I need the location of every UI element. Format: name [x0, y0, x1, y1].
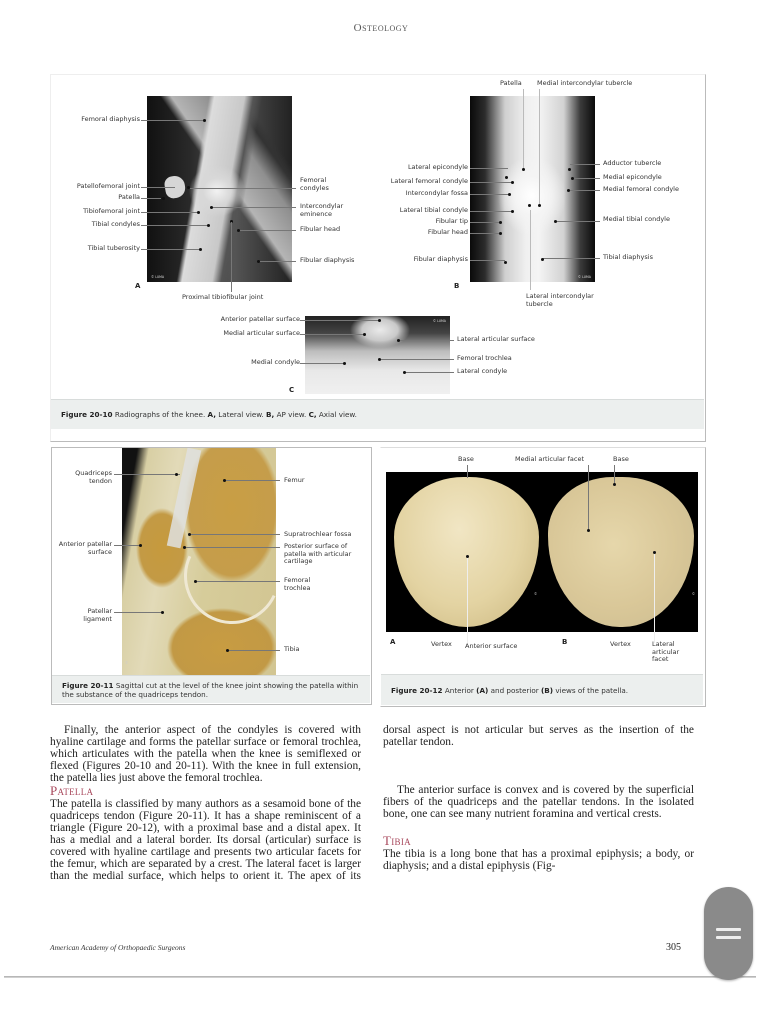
leader-line: [114, 545, 142, 546]
caption-text: Radiographs of the knee.: [114, 410, 206, 419]
leader-line: [141, 212, 197, 213]
figure-number: Figure 20-11: [62, 680, 114, 690]
marker-dot: [175, 473, 178, 476]
copyright-mark: © LUMA: [432, 319, 446, 323]
copyright-mark: © LUMA: [577, 275, 591, 279]
leader-line: [231, 222, 232, 292]
panel-letter-a: A: [390, 638, 396, 646]
paragraph-patella-2: The anterior surface is convex and is covered by the superficial fibers of the quadriceps and the patellar tendons. In the isolated bone, one can see many nutrient foramina and vertical crests.: [383, 784, 694, 820]
caption-text-a: Lateral view.: [218, 410, 264, 419]
label-lateral-intercondylar-tubercle: Lateral intercondylar tubercle: [526, 292, 594, 308]
label-patella-top: Patella: [500, 79, 522, 87]
leader-line: [470, 182, 513, 183]
leader-line: [543, 258, 600, 259]
label-tibial-tuberosity: Tibial tuberosity: [87, 244, 140, 252]
photo-patella-views: [386, 472, 698, 632]
label-medial-femoral-condyle: Medial femoral condyle: [603, 185, 679, 193]
label-femoral-trochlea-2011: Femoral trochlea: [284, 576, 311, 592]
leader-line: [467, 558, 468, 643]
leader-line: [470, 168, 508, 169]
leader-line: [398, 340, 454, 341]
caption-text: Anterior: [444, 685, 474, 695]
label-femoral-diaphysis: Femoral diaphysis: [81, 115, 140, 123]
marker-dot: [203, 119, 206, 122]
leader-line: [300, 320, 380, 321]
leader-line: [258, 261, 296, 262]
leader-line: [570, 190, 600, 191]
leader-line: [470, 233, 500, 234]
marker-dot: [403, 371, 406, 374]
panel-letter-a: A: [135, 282, 141, 290]
leader-line: [405, 372, 454, 373]
handle-line: [716, 936, 741, 939]
cartilage-arc-shape: [170, 514, 276, 637]
label-quadriceps-tendon: Quadriceps tendon: [75, 469, 112, 485]
leader-line: [141, 187, 175, 188]
label-vertex-a: Vertex: [431, 640, 452, 648]
marker-dot: [508, 193, 511, 196]
heading-tibia: Tibia: [383, 833, 411, 848]
label-medial-epicondyle: Medial epicondyle: [603, 173, 662, 181]
label-intercondylar-eminence: Intercondylar eminence: [300, 202, 344, 218]
leader-line: [470, 222, 500, 223]
marker-dot: [363, 333, 366, 336]
marker-dot: [571, 177, 574, 180]
label-lateral-femoral-condyle: Lateral femoral condyle: [390, 177, 468, 185]
label-medial-condyle: Medial condyle: [251, 358, 300, 366]
marker-dot: [499, 232, 502, 235]
leader-line: [539, 89, 540, 205]
leader-line: [210, 207, 296, 208]
patella-posterior-shape: [548, 477, 694, 627]
leader-line: [300, 363, 344, 364]
marker-dot: [378, 319, 381, 322]
paragraph-continuation: dorsal aspect is not articular but serves as the insertion of the patellar tendon.: [383, 724, 694, 748]
leader-line: [573, 178, 600, 179]
marker-dot: [511, 210, 514, 213]
label-patellar-ligament: Patellar ligament: [83, 607, 112, 623]
label-tibial-condyles: Tibial condyles: [91, 220, 140, 228]
leader-line: [197, 581, 280, 582]
leader-line: [530, 210, 531, 290]
leader-line: [141, 120, 205, 121]
caption-text-b: AP view.: [276, 410, 307, 419]
label-fibular-diaphysis: Fibular diaphysis: [300, 256, 355, 264]
copyright-mark: ©: [691, 592, 695, 596]
label-medial-articular-facet: Medial articular facet: [515, 455, 585, 463]
figure-20-10-caption: [51, 399, 704, 429]
caption-key-a: A,: [207, 410, 216, 419]
leader-line: [614, 465, 615, 485]
label-tibia: Tibia: [284, 645, 300, 653]
marker-dot: [613, 483, 616, 486]
label-supratrochlear-fossa: Supratrochlear fossa: [284, 530, 352, 538]
marker-dot: [505, 176, 508, 179]
body-column-right: [383, 724, 694, 872]
copyright-mark: ©: [534, 592, 538, 596]
marker-dot: [161, 611, 164, 614]
paragraph-tibia: The tibia is a long bone that has a proximal epiphysis; a body, or diaphysis; and a distal epiphysis (Fig-: [383, 848, 694, 872]
marker-dot: [397, 339, 400, 342]
marker-dot: [538, 204, 541, 207]
label-intercondylar-fossa: Intercondylar fossa: [405, 189, 468, 197]
marker-dot: [499, 221, 502, 224]
leader-line: [229, 650, 280, 651]
leader-line: [190, 188, 296, 189]
panel-letter-b: B: [562, 638, 568, 646]
label-anterior-patellar-surface: Anterior patellar surface: [220, 315, 300, 323]
caption-text: Sagittal cut at the level of the knee joint showing the patella within the substance of the quadriceps tendon.: [62, 680, 359, 699]
figure-20-11-caption: [52, 675, 370, 703]
leader-line: [570, 164, 600, 165]
heading-patella: Patella: [50, 783, 94, 798]
marker-dot: [522, 168, 525, 171]
page-number: 305: [666, 942, 681, 953]
paragraph-patella-1-continued: [383, 724, 694, 784]
leader-line: [380, 359, 454, 360]
caption-key-c: C,: [308, 410, 317, 419]
caption-key-b: B,: [266, 410, 275, 419]
label-adductor-tubercle: Adductor tubercle: [603, 159, 662, 167]
label-posterior-surface-of-patella: Posterior surface of patella with articular cartilage: [284, 542, 352, 565]
marker-dot: [511, 181, 514, 184]
label-tibiofemoral-joint: Tibiofemoral joint: [83, 207, 140, 215]
figure-20-12-caption: [381, 674, 703, 705]
label-vertex-b: Vertex: [610, 640, 631, 648]
marker-dot: [528, 204, 531, 207]
caption-key-a: (A): [476, 685, 489, 695]
label-fibular-head-b: Fibular head: [427, 228, 468, 236]
leader-line: [556, 221, 600, 222]
label-femoral-trochlea: Femoral trochlea: [457, 354, 512, 362]
label-lateral-epicondyle: Lateral epicondyle: [407, 163, 468, 171]
leader-line: [523, 89, 524, 169]
label-anterior-surface: Anterior surface: [465, 642, 518, 650]
running-head: Osteology: [353, 22, 409, 34]
marker-dot: [139, 544, 142, 547]
leader-line: [114, 474, 180, 475]
marker-dot: [504, 261, 507, 264]
leader-line: [654, 554, 655, 643]
marker-dot: [197, 211, 200, 214]
label-lateral-condyle: Lateral condyle: [457, 367, 508, 375]
leader-line: [470, 260, 505, 261]
label-tibial-diaphysis: Tibial diaphysis: [603, 253, 653, 261]
leader-line: [588, 465, 589, 531]
leader-line: [300, 334, 364, 335]
leader-line: [238, 230, 296, 231]
label-medial-tibial-condyle: Medial tibial condyle: [603, 215, 670, 223]
leader-line: [141, 249, 201, 250]
marker-dot: [162, 197, 165, 200]
label-proximal-tibiofibular-joint: Proximal tibiofibular joint: [182, 293, 264, 301]
leader-line: [191, 534, 280, 535]
paragraph-condyles: Finally, the anterior aspect of the condyles is covered with hyaline cartilage and forms the patellar surface or femoral trochlea, which articulates with the patella when the knee is semiflexed or flexed (Figures 20-10 and 20-11). With the knee in full extension, the patella lies just above the femoral trochlea.: [50, 724, 361, 784]
label-medial-articular-surface: Medial articular surface: [223, 329, 300, 337]
leader-line: [470, 211, 513, 212]
marker-dot: [343, 362, 346, 365]
label-fibular-tip: Fibular tip: [435, 217, 468, 225]
paragraph-patella-1: The patella is classified by many authors as a sesamoid bone of the quadriceps tendon (Figure 20-11). It has a shape reminiscent of a triangle (Figure 20-12), with a proximal base and a distal apex. It has a medial and a lateral border. Its dorsal (articular) surface is covered with hyaline cartilage and presents two articular facets for the femur, which are separated by a crest. The lateral facet is larger than the medial surface, which helps to orient it. The apex of its: [50, 798, 361, 882]
marker-dot: [210, 206, 213, 209]
label-patellofemoral-joint: Patellofemoral joint: [76, 182, 140, 190]
marker-dot: [567, 189, 570, 192]
marker-dot: [237, 229, 240, 232]
marker-dot: [554, 220, 557, 223]
drag-handle-icon[interactable]: [704, 887, 753, 980]
label-femur: Femur: [284, 476, 305, 484]
leader-line: [114, 612, 164, 613]
label-fibular-diaphysis-b: Fibular diaphysis: [413, 255, 468, 263]
leader-line: [226, 480, 280, 481]
copyright-mark: ©: [125, 661, 129, 665]
leader-line: [141, 198, 161, 199]
body-column-left: [50, 724, 361, 882]
xray-ap-view: [470, 96, 595, 282]
marker-dot: [541, 258, 544, 261]
caption-text: and posterior: [490, 685, 539, 695]
photo-sagittal-knee-section: [122, 448, 276, 675]
label-lateral-tibial-condyle: Lateral tibial condyle: [399, 206, 468, 214]
panel-letter-c: C: [289, 386, 295, 394]
label-anterior-patellar-surface-2011: Anterior patellar surface: [58, 540, 112, 556]
marker-dot: [207, 224, 210, 227]
marker-dot: [587, 529, 590, 532]
footer-publisher: American Academy of Orthopaedic Surgeons: [50, 943, 186, 952]
label-fibular-head: Fibular head: [300, 225, 341, 233]
label-lateral-articular-facet: Lateral articular facet: [652, 640, 680, 663]
leader-line: [467, 465, 468, 478]
figure-number: Figure 20-12: [391, 685, 443, 695]
label-base-a: Base: [458, 455, 474, 463]
copyright-mark: © LUMA: [151, 275, 165, 279]
label-lateral-articular-surface: Lateral articular surface: [457, 335, 535, 343]
label-base-b: Base: [613, 455, 629, 463]
marker-dot: [199, 248, 202, 251]
label-patella: Patella: [118, 193, 140, 201]
leader-line: [470, 194, 510, 195]
label-femoral-condyles: Femoral condyles: [300, 176, 329, 192]
marker-dot: [568, 168, 571, 171]
panel-letter-b: B: [454, 282, 460, 290]
caption-text: views of the patella.: [555, 685, 629, 695]
leader-line: [141, 225, 208, 226]
xray-axial-view: [305, 316, 450, 394]
page-bottom-rule: [4, 976, 756, 978]
marker-dot: [257, 260, 260, 263]
label-medial-intercondylar-tubercle: Medial intercondylar tubercle: [537, 79, 633, 87]
handle-line: [716, 928, 741, 931]
caption-key-b: (B): [540, 685, 554, 695]
figure-number: Figure 20-10: [61, 410, 113, 419]
leader-line: [186, 547, 280, 548]
marker-dot: [378, 358, 381, 361]
caption-text-c: Axial view.: [318, 410, 357, 419]
